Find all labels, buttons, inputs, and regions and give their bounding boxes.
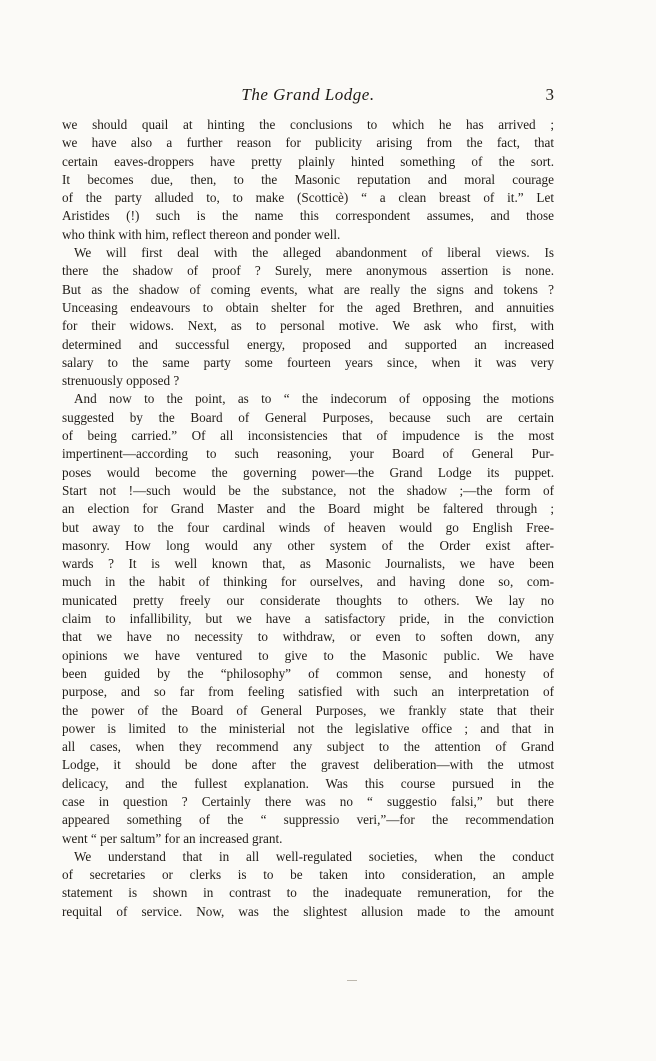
text-line: But as the shadow of coming events, what are really the signs and tokens ?	[62, 281, 554, 297]
running-head	[62, 85, 554, 107]
text-line: suggested by the Board of General Purposes, because such are certain	[62, 409, 554, 425]
text-line: We understand that in all well-regulated societies, when the conduct	[74, 848, 554, 864]
text-line: determined and successful energy, proposed and supported an increased	[62, 336, 554, 352]
text-line: there the shadow of proof ? Surely, mere anonymous assertion is none.	[62, 263, 554, 279]
text-line: Start not !—such would be the substance, not the shadow ;—the form of	[62, 482, 554, 498]
text-line: certain eaves-droppers have pretty plainly hinted something of the sort.	[62, 153, 554, 169]
text-line: claim to infallibility, but we have a satisfactory pride, in the conviction	[62, 611, 554, 627]
text-line: statement is shown in contrast to the inadequate remuneration, for the	[62, 885, 554, 901]
text-line: we have also a further reason for publicity arising from the fact, that	[62, 135, 554, 151]
running-title: The Grand Lodge.	[241, 85, 375, 104]
text-line: been guided by the “philosophy” of common sense, and honesty of	[62, 665, 554, 681]
footer-mark	[347, 980, 357, 981]
text-line: strenuously opposed ?	[62, 373, 180, 389]
text-line: And now to the point, as to “ the indecorum of opposing the motions	[74, 391, 554, 407]
text-line: who think with him, reflect thereon and ponder well.	[62, 226, 341, 242]
text-line: case in question ? Certainly there was no “ suggestio falsi,” but there	[62, 793, 554, 809]
text-line: Lodge, it should be done after the gravest deliberation—with the utmost	[62, 757, 554, 773]
text-line: delicacy, and the fullest explanation. Was this course pursued in the	[62, 775, 554, 791]
text-line: We will first deal with the alleged abandonment of liberal views. Is	[74, 245, 554, 261]
text-line: appeared something of the “ suppressio veri,”—for the recommendation	[62, 812, 554, 828]
text-line: wards ? It is well known that, as Masonic Journalists, we have been	[62, 556, 554, 572]
text-line: purpose, and so far from feeling satisfied with such an interpretation of	[62, 684, 554, 700]
text-line: power is limited to the ministerial not the legislative office ; and that in	[62, 720, 554, 736]
text-line: the power of the Board of General Purposes, we frankly state that their	[62, 702, 554, 718]
text-line: masonry. How long would any other system of the Order exist after-	[62, 537, 554, 553]
text-line: salary to the same party some fourteen years since, when it was very	[62, 354, 554, 370]
text-line: requital of service. Now, was the slightest allusion made to the amount	[62, 903, 554, 919]
body-text	[62, 116, 554, 921]
text-line: much in the habit of thinking for ourselves, and having done so, com-	[62, 574, 554, 590]
text-line: poses would become the governing power—the Grand Lodge its puppet.	[62, 464, 554, 480]
text-line: for their widows. Next, as to personal motive. We ask who first, with	[62, 318, 554, 334]
text-line: we should quail at hinting the conclusions to which he has arrived ;	[62, 117, 554, 132]
text-line: of secretaries or clerks is to be taken into consideration, an ample	[62, 867, 554, 883]
text-line: opinions we have ventured to give to the Masonic public. We have	[62, 647, 554, 663]
text-line: Aristides (!) such is the name this correspondent assumes, and those	[62, 208, 554, 224]
page-number: 3	[545, 85, 554, 104]
text-line: of the party alluded to, to make (Scotticè) “ a clean breast of it.” Let	[62, 190, 554, 206]
text-line: municated pretty freely our considerate thoughts to others. We lay no	[62, 592, 554, 608]
text-line: impertinent—according to such reasoning, your Board of General Pur-	[62, 446, 554, 462]
text-line: It becomes due, then, to the Masonic reputation and moral courage	[62, 171, 554, 187]
text-line: of being carried.” Of all inconsistencies that of impudence is the most	[62, 428, 554, 444]
text-line: an election for Grand Master and the Board might be faltered through ;	[62, 501, 554, 517]
text-line: Unceasing endeavours to obtain shelter for the aged Brethren, and annuities	[62, 299, 554, 315]
text-line: that we have no necessity to withdraw, or even to soften down, any	[62, 629, 554, 645]
text-line: all cases, when they recommend any subject to the attention of Grand	[62, 739, 554, 755]
text-line: went “ per saltum” for an increased grant.	[62, 830, 283, 846]
text-line: but away to the four cardinal winds of heaven would go English Free-	[62, 519, 554, 535]
